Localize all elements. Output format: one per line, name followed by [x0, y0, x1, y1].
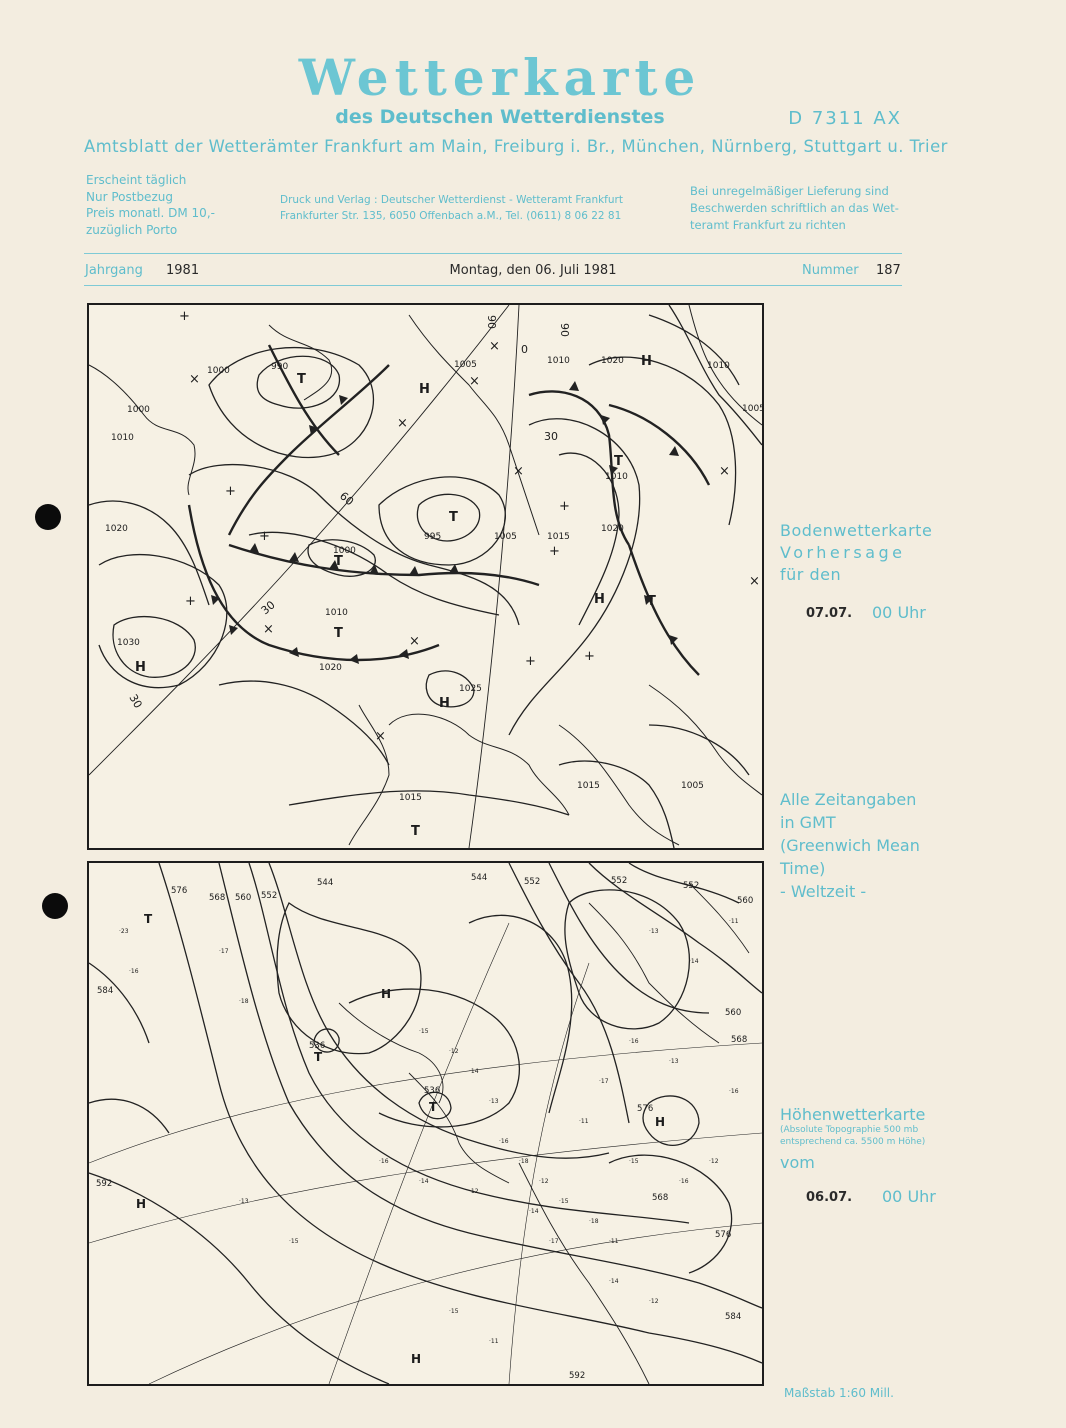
svg-text:·17: ·17: [219, 948, 229, 955]
svg-text:584: 584: [97, 986, 114, 996]
low-centre: T: [449, 510, 458, 525]
header-divider: [84, 285, 902, 286]
svg-text:·16: ·16: [679, 1178, 689, 1185]
svg-text:990: 990: [271, 362, 289, 372]
svg-text:552: 552: [524, 877, 541, 887]
svg-text:1020: 1020: [601, 524, 624, 534]
svg-text:584: 584: [725, 1312, 742, 1322]
svg-text:·12: ·12: [709, 1158, 719, 1165]
svg-text:552: 552: [683, 881, 700, 891]
info-line: Nur Postbezug: [86, 189, 173, 204]
svg-text:1000: 1000: [333, 546, 356, 556]
svg-text:568: 568: [731, 1035, 748, 1045]
low-centre: T: [144, 912, 153, 926]
svg-text:1000: 1000: [127, 405, 150, 415]
svg-text:×: ×: [375, 729, 386, 744]
punch-hole: [42, 893, 68, 919]
low-centre: T: [411, 824, 420, 839]
svg-text:×: ×: [409, 634, 420, 649]
svg-text:30: 30: [544, 430, 558, 443]
note-line: (Greenwich Mean: [780, 836, 920, 855]
svg-text:·15: ·15: [419, 1028, 429, 1035]
svg-text:·15: ·15: [629, 1158, 639, 1165]
svg-text:1010: 1010: [547, 356, 570, 366]
note-line: in GMT: [780, 813, 836, 832]
svg-text:0: 0: [521, 343, 528, 356]
complaint-info: [690, 183, 899, 234]
low-centre: T: [297, 372, 306, 387]
high-centre: H: [641, 354, 652, 369]
info-line: Erscheint täglich: [86, 173, 187, 187]
low-centre: T: [334, 554, 343, 569]
high-centre: H: [381, 987, 392, 1001]
svg-text:560: 560: [737, 896, 754, 906]
svg-text:·15: ·15: [559, 1198, 569, 1205]
note-line: Alle Zeitangaben: [780, 790, 917, 809]
high-centre: H: [135, 660, 146, 675]
info-line: Druck und Verlag : Deutscher Wetterdienst - Wetteramt Frankfurt: [280, 194, 623, 206]
svg-text:·15: ·15: [449, 1308, 459, 1315]
note-line: entsprechend ca. 5500 m Höhe): [780, 1137, 926, 1147]
svg-text:544: 544: [471, 873, 488, 883]
info-line: Preis monatl. DM 10,-: [86, 206, 215, 220]
svg-text:+: +: [559, 499, 570, 514]
svg-text:·11: ·11: [609, 1238, 619, 1245]
svg-text:·17: ·17: [599, 1078, 609, 1085]
svg-text:568: 568: [652, 1193, 669, 1203]
svg-text:+: +: [549, 544, 560, 559]
svg-text:·16: ·16: [379, 1158, 389, 1165]
upper-map-caption: Höhenwetterkarte: [780, 1105, 926, 1124]
svg-text:1005: 1005: [742, 404, 765, 414]
svg-text:·14: ·14: [529, 1208, 539, 1215]
upper-map-note: [780, 1124, 925, 1148]
svg-text:·18: ·18: [239, 998, 249, 1005]
newspaper-subtitle: des Deutschen Wetterdienstes: [335, 106, 665, 128]
svg-text:1000: 1000: [207, 366, 230, 376]
high-centre: H: [411, 1352, 422, 1366]
svg-text:·12: ·12: [469, 1188, 479, 1195]
svg-text:·13: ·13: [489, 1098, 499, 1105]
svg-text:+: +: [584, 649, 595, 664]
upper-valid-time: 00 Uhr: [882, 1187, 936, 1206]
note-line: (Absolute Topographie 500 mb: [780, 1125, 919, 1135]
svg-text:90: 90: [485, 315, 498, 329]
svg-text:·11: ·11: [489, 1338, 499, 1345]
svg-text:+: +: [525, 654, 536, 669]
surface-valid-date: 07.07.: [806, 606, 853, 621]
map-scale: Maßstab 1:60 Mill.: [784, 1386, 894, 1400]
svg-text:60: 60: [337, 489, 357, 509]
info-line: Beschwerden schriftlich an das Wet-: [690, 201, 899, 215]
svg-text:1015: 1015: [577, 781, 600, 791]
svg-text:+: +: [185, 594, 196, 609]
svg-text:·12: ·12: [539, 1178, 549, 1185]
upper-map-vom: vom: [780, 1153, 815, 1172]
info-line: zuzüglich Porto: [86, 222, 178, 237]
jahrgang-label: Jahrgang: [85, 263, 143, 278]
svg-text:·12: ·12: [449, 1048, 459, 1055]
surface-valid-time: 00 Uhr: [872, 603, 926, 622]
svg-text:560: 560: [725, 1008, 742, 1018]
svg-text:1015: 1015: [547, 532, 570, 542]
caption-line: Vorhersage: [780, 543, 906, 562]
low-centre: T: [334, 626, 343, 641]
svg-text:592: 592: [569, 1371, 586, 1381]
svg-text:×: ×: [397, 416, 408, 431]
issue-date: Montag, den 06. Juli 1981: [449, 263, 617, 278]
svg-text:1010: 1010: [325, 608, 348, 618]
high-centre: H: [655, 1115, 666, 1129]
svg-text:×: ×: [469, 374, 480, 389]
svg-text:560: 560: [235, 893, 252, 903]
svg-text:1010: 1010: [605, 472, 628, 482]
surface-forecast-map: [87, 303, 764, 850]
svg-text:536: 536: [309, 1041, 326, 1051]
svg-text:+: +: [225, 484, 236, 499]
publication-code: D 7311 AX: [788, 108, 902, 129]
svg-text:×: ×: [263, 622, 274, 637]
svg-text:592: 592: [96, 1179, 113, 1189]
svg-text:·18: ·18: [519, 1158, 529, 1165]
svg-text:·17: ·17: [549, 1238, 559, 1245]
high-centre: H: [136, 1197, 147, 1211]
svg-text:·14: ·14: [689, 958, 699, 965]
svg-text:×: ×: [489, 339, 500, 354]
svg-text:1030: 1030: [117, 638, 140, 648]
svg-text:1010: 1010: [707, 361, 730, 371]
low-centre: T: [314, 1050, 323, 1064]
svg-text:×: ×: [189, 372, 200, 387]
svg-text:·14: ·14: [419, 1178, 429, 1185]
svg-text:552: 552: [611, 876, 628, 886]
surface-map-caption: [780, 520, 932, 586]
timezone-note: [780, 788, 920, 903]
svg-text:552: 552: [261, 891, 278, 901]
svg-text:995: 995: [424, 532, 442, 542]
svg-text:+: +: [179, 309, 190, 324]
svg-text:·16: ·16: [129, 968, 139, 975]
info-line: Frankfurter Str. 135, 6050 Offenbach a.M., Tel. (0611) 8 06 22 81: [280, 210, 622, 222]
svg-text:·18: ·18: [589, 1218, 599, 1225]
svg-text:1005: 1005: [494, 532, 517, 542]
low-centre: T: [429, 1100, 438, 1114]
svg-text:+: +: [259, 529, 270, 544]
svg-text:×: ×: [749, 574, 760, 589]
svg-text:544: 544: [317, 878, 334, 888]
svg-text:1020: 1020: [319, 663, 342, 673]
info-line: Bei unregelmäßiger Lieferung sind: [690, 184, 889, 198]
low-centre: T: [647, 594, 656, 609]
caption-line: Bodenwetterkarte: [780, 521, 933, 540]
svg-text:30: 30: [258, 598, 278, 618]
svg-text:576: 576: [637, 1104, 654, 1114]
svg-text:576: 576: [171, 886, 188, 896]
caption-line: für den: [780, 565, 842, 584]
svg-text:·23: ·23: [119, 928, 129, 935]
svg-text:1020: 1020: [601, 356, 624, 366]
amtsblatt-line: Amtsblatt der Wetterämter Frankfurt am Main, Freiburg i. Br., München, Nürnberg, Stuttgart u. Trier: [84, 137, 948, 156]
svg-text:·12: ·12: [649, 1298, 659, 1305]
low-centre: T: [614, 454, 623, 469]
svg-text:576: 576: [715, 1230, 732, 1240]
note-line: - Weltzeit -: [780, 882, 867, 901]
svg-text:×: ×: [513, 464, 524, 479]
svg-text:30: 30: [126, 692, 145, 711]
high-centre: H: [439, 696, 450, 711]
nummer-label: Nummer: [802, 263, 859, 278]
svg-text:·14: ·14: [469, 1068, 479, 1075]
svg-text:1025: 1025: [459, 684, 482, 694]
punch-hole: [35, 504, 61, 530]
svg-text:90: 90: [558, 323, 571, 337]
subscription-info: [86, 172, 215, 238]
svg-text:536: 536: [424, 1086, 441, 1096]
svg-text:·15: ·15: [289, 1238, 299, 1245]
svg-text:1005: 1005: [681, 781, 704, 791]
jahrgang-value: 1981: [166, 263, 200, 278]
svg-text:·13: ·13: [649, 928, 659, 935]
svg-text:1015: 1015: [399, 793, 422, 803]
upper-air-map: [87, 861, 764, 1386]
svg-text:1010: 1010: [111, 433, 134, 443]
svg-text:·13: ·13: [239, 1198, 249, 1205]
header-divider: [84, 253, 902, 254]
svg-text:1005: 1005: [454, 360, 477, 370]
note-line: Time): [780, 859, 826, 878]
newspaper-title: Wetterkarte: [298, 48, 702, 107]
high-centre: H: [594, 592, 605, 607]
svg-text:·13: ·13: [669, 1058, 679, 1065]
upper-map-drawing: [89, 863, 762, 1384]
svg-text:·14: ·14: [609, 1278, 619, 1285]
svg-text:568: 568: [209, 893, 226, 903]
publisher-info: [280, 192, 623, 224]
svg-text:·16: ·16: [499, 1138, 509, 1145]
nummer-value: 187: [876, 263, 901, 278]
svg-text:·16: ·16: [729, 1088, 739, 1095]
high-centre: H: [419, 382, 430, 397]
svg-text:·11: ·11: [579, 1118, 589, 1125]
svg-text:·11: ·11: [729, 918, 739, 925]
surface-map-drawing: [89, 305, 765, 848]
svg-text:·16: ·16: [629, 1038, 639, 1045]
svg-text:1020: 1020: [105, 524, 128, 534]
upper-valid-date: 06.07.: [806, 1190, 853, 1205]
svg-text:×: ×: [719, 464, 730, 479]
info-line: teramt Frankfurt zu richten: [690, 218, 846, 232]
